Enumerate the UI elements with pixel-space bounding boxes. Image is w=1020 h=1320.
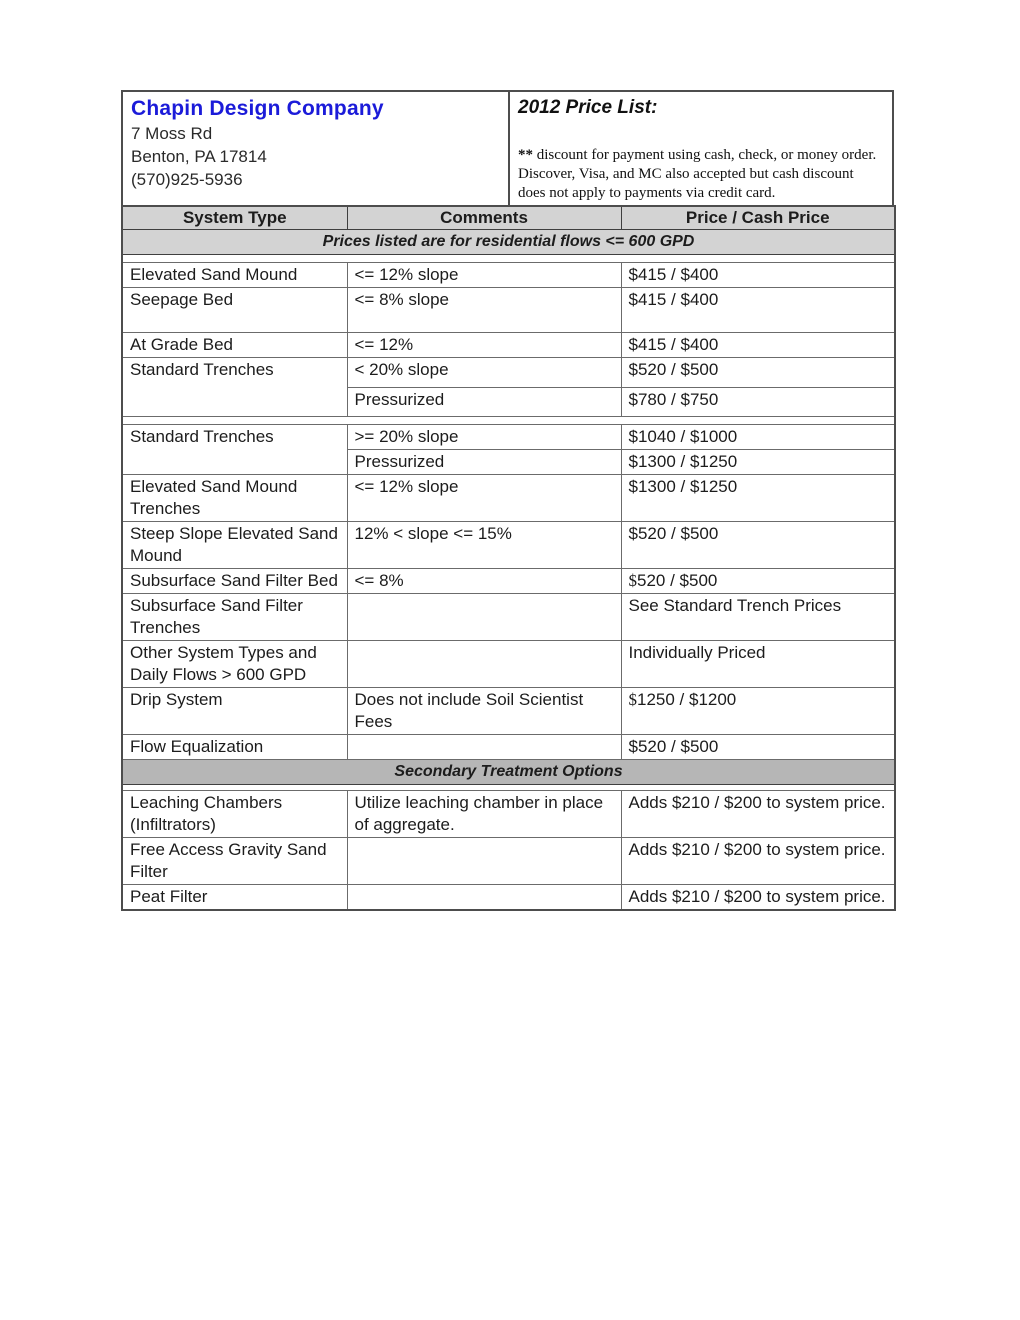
cell-price: $520 / $500 xyxy=(621,522,895,569)
cell-price: $520 / $500 xyxy=(621,358,895,388)
cell-comments: Pressurized xyxy=(347,388,621,417)
primary-banner-row xyxy=(122,230,895,255)
cell-comments: >= 20% slope xyxy=(347,425,621,450)
cell-price xyxy=(621,569,895,594)
cell-comments: 12% < slope <= 15% xyxy=(347,522,621,569)
table-row xyxy=(122,425,895,450)
price-text: 520 / $500 xyxy=(637,571,718,590)
cell-price: Individually Priced xyxy=(621,641,895,688)
cell-comments: <= 8% slope xyxy=(347,288,621,333)
cell-price: Adds $210 / $200 to system price. xyxy=(621,885,895,911)
cell-price: $1040 / $1000 xyxy=(621,425,895,450)
cell-price: $1300 / $1250 xyxy=(621,450,895,475)
cell-comments: <= 12% slope xyxy=(347,263,621,288)
cell-system-type: Peat Filter xyxy=(122,885,347,911)
cell-comments: Utilize leaching chamber in place of aggregate. xyxy=(347,791,621,838)
table-row xyxy=(122,735,895,760)
serif-dollar-sign: $ xyxy=(628,690,637,709)
company-name: Chapin Design Company xyxy=(131,97,384,120)
cell-system-type: Subsurface Sand Filter Bed xyxy=(122,569,347,594)
cell-price xyxy=(621,688,895,735)
cell-system-type: Elevated Sand Mound Trenches xyxy=(122,475,347,522)
cell-system-type: Seepage Bed xyxy=(122,288,347,333)
table-row xyxy=(122,885,895,911)
table-row xyxy=(122,333,895,358)
note-text: discount for payment using cash, check, or money order. Discover, Visa, and MC also accepted but cash discount does not apply to payments via credit card. xyxy=(518,147,877,201)
price-list-title: 2012 Price List: xyxy=(518,97,658,118)
cell-price: $520 / $500 xyxy=(621,735,895,760)
column-header-system-type: System Type xyxy=(122,206,347,230)
price-text: 1250 / $1200 xyxy=(637,690,737,709)
cell-comments xyxy=(347,594,621,641)
table-row xyxy=(122,688,895,735)
table-row xyxy=(122,475,895,522)
spacer-row xyxy=(122,417,895,425)
cell-price: $415 / $400 xyxy=(621,333,895,358)
cell-price: $1300 / $1250 xyxy=(621,475,895,522)
spacer-cell xyxy=(122,255,895,263)
price-list-document xyxy=(121,90,894,911)
table-row xyxy=(122,838,895,885)
cell-system-type: Free Access Gravity Sand Filter xyxy=(122,838,347,885)
cell-comments: Does not include Soil Scientist Fees xyxy=(347,688,621,735)
cell-price: Adds $210 / $200 to system price. xyxy=(621,791,895,838)
column-header-row xyxy=(122,206,895,230)
cell-system-type: Elevated Sand Mound xyxy=(122,263,347,288)
cell-price: See Standard Trench Prices xyxy=(621,594,895,641)
cell-comments: <= 8% xyxy=(347,569,621,594)
cell-comments: Pressurized xyxy=(347,450,621,475)
document-header xyxy=(121,90,894,205)
cell-system-type: Leaching Chambers (Infiltrators) xyxy=(122,791,347,838)
primary-banner-text: Prices listed are for residential flows <= 600 GPD xyxy=(122,230,895,255)
payment-discount-note xyxy=(518,146,882,203)
serif-dollar-sign: $ xyxy=(628,571,637,590)
cell-price: Adds $210 / $200 to system price. xyxy=(621,838,895,885)
column-header-price: Price / Cash Price xyxy=(621,206,895,230)
cell-system-type: Standard Trenches xyxy=(122,358,347,417)
cell-comments: <= 12% xyxy=(347,333,621,358)
table-row xyxy=(122,358,895,388)
company-info-cell xyxy=(123,92,510,205)
secondary-banner-text: Secondary Treatment Options xyxy=(122,760,895,785)
column-header-comments: Comments xyxy=(347,206,621,230)
secondary-banner-row xyxy=(122,760,895,785)
company-address-line1: 7 Moss Rd xyxy=(131,124,213,143)
spacer-cell xyxy=(122,417,895,425)
table-row xyxy=(122,522,895,569)
cell-system-type: Steep Slope Elevated Sand Mound xyxy=(122,522,347,569)
table-row xyxy=(122,641,895,688)
price-table xyxy=(121,205,896,911)
cell-comments xyxy=(347,641,621,688)
cell-price: $780 / $750 xyxy=(621,388,895,417)
table-row xyxy=(122,594,895,641)
cell-system-type: Flow Equalization xyxy=(122,735,347,760)
table-row xyxy=(122,263,895,288)
table-row xyxy=(122,288,895,333)
table-row xyxy=(122,791,895,838)
table-row xyxy=(122,569,895,594)
price-list-title-cell xyxy=(510,92,892,205)
cell-comments xyxy=(347,838,621,885)
cell-comments: <= 12% slope xyxy=(347,475,621,522)
cell-price: $415 / $400 xyxy=(621,288,895,333)
cell-comments: < 20% slope xyxy=(347,358,621,388)
cell-comments xyxy=(347,735,621,760)
cell-price: $415 / $400 xyxy=(621,263,895,288)
cell-system-type: Drip System xyxy=(122,688,347,735)
cell-system-type: Subsurface Sand Filter Trenches xyxy=(122,594,347,641)
cell-system-type: Other System Types and Daily Flows > 600 GPD xyxy=(122,641,347,688)
cell-system-type: At Grade Bed xyxy=(122,333,347,358)
company-address-line2: Benton, PA 17814 xyxy=(131,147,267,166)
cell-comments xyxy=(347,885,621,911)
company-phone: (570)925-5936 xyxy=(131,170,243,189)
cell-system-type: Standard Trenches xyxy=(122,425,347,475)
spacer-row xyxy=(122,255,895,263)
note-asterisks: ** xyxy=(518,147,533,163)
